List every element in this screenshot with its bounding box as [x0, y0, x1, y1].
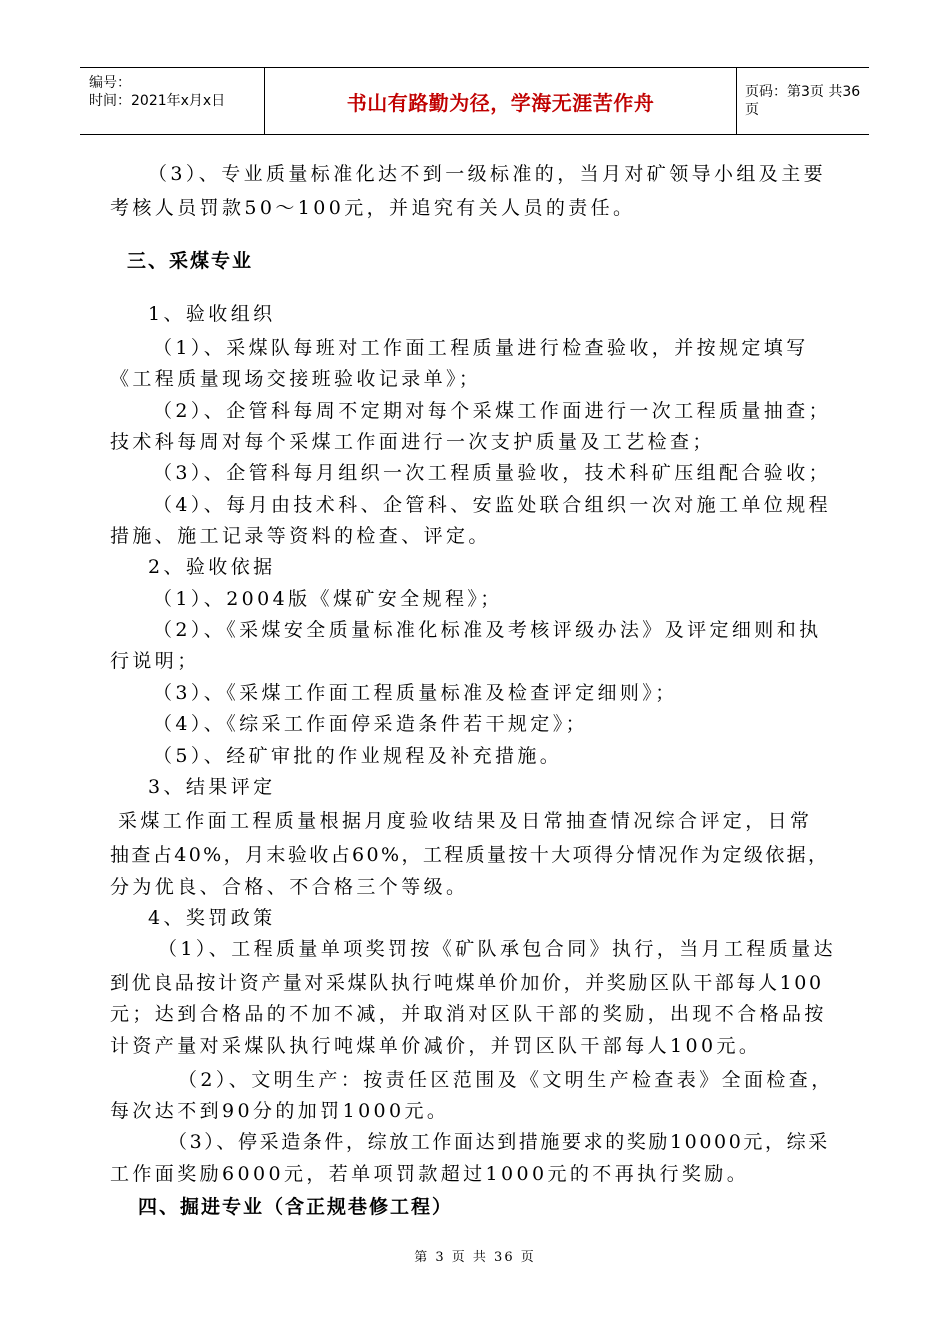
paragraph-line: 工作面奖励6000元，若单项罚款超过1000元的不再执行奖励。 [110, 1163, 750, 1185]
header-page-cell [737, 68, 869, 134]
paragraph-line: （4）、《综采工作面停采造条件若干规定》； [153, 713, 588, 735]
paragraph-line: 抽查占40%，月末验收占60%，工程质量按十大项得分情况作为定级依据， [110, 844, 830, 866]
header-table [80, 67, 869, 135]
section-heading: 三、采煤专业 [127, 250, 254, 272]
paragraph-line: 措施、施工记录等资料的检查、评定。 [110, 525, 491, 547]
paragraph-line: （2）、文明生产：按责任区范围及《文明生产检查表》全面检查， [178, 1069, 834, 1091]
paragraph-line: （3）、停采造条件，综放工作面达到措施要求的奖励10000元，综采 [168, 1131, 830, 1153]
paragraph-line: （1）、采煤队每班对工作面工程质量进行检查验收，并按规定填写 [153, 337, 809, 359]
paragraph-line: 计资产量对采煤队执行吨煤单价减价，并罚区队干部每人100元。 [110, 1035, 762, 1057]
subsection-heading: 3、结果评定 [148, 776, 276, 798]
paragraph-line: 每次达不到90分的加罚1000元。 [110, 1100, 450, 1122]
paragraph-line: （1）、2004版《煤矿安全规程》； [153, 588, 503, 610]
paragraph-line: （4）、每月由技术科、企管科、安监处联合组织一次对施工单位规程 [153, 494, 831, 516]
page-footer: 第 3 页 共 36 页 [414, 1250, 536, 1265]
paragraph-line: （5）、经矿审批的作业规程及补充措施。 [153, 745, 563, 767]
paragraph-line: 《工程质量现场交接班验收记录单》； [110, 368, 482, 390]
paragraph-line: 分为优良、合格、不合格三个等级。 [110, 876, 469, 898]
paragraph-line: （3）、《采煤工作面工程质量标准及检查评定细则》； [153, 682, 678, 704]
paragraph-line: 采煤工作面工程质量根据月度验收结果及日常抽查情况综合评定，日常 [118, 810, 813, 832]
paragraph-line: 到优良品按计资产量对采煤队执行吨煤单价加价，并奖励区队干部每人100 [110, 972, 824, 994]
subsection-heading: 2、验收依据 [148, 556, 276, 578]
paragraph-line: （2）、企管科每周不定期对每个采煤工作面进行一次工程质量抽查； [153, 400, 831, 422]
header-page-code: 页码：第3页 共36页 [745, 84, 861, 118]
header-meta-cell [80, 68, 265, 134]
subsection-heading: 1、验收组织 [148, 303, 276, 325]
paragraph-line: （3）、专业质量标准化达不到一级标准的，当月对矿领导小组及主要 [148, 163, 826, 185]
paragraph-line: （3）、企管科每月组织一次工程质量验收，技术科矿压组配合验收； [153, 462, 831, 484]
section-heading: 四、掘进专业（含正规巷修工程） [138, 1196, 454, 1218]
paragraph-line: （2）、《采煤安全质量标准化标准及考核评级办法》及评定细则和执 [153, 619, 822, 641]
paragraph-line: 行说明； [110, 650, 200, 672]
subsection-heading: 4、奖罚政策 [148, 907, 276, 929]
paragraph-line: （1）、工程质量单项奖罚按《矿队承包合同》执行，当月工程质量达 [158, 938, 836, 960]
header-motto-cell [265, 68, 737, 134]
header-motto: 书山有路勤为径，学海无涯苦作舟 [346, 90, 655, 115]
paragraph-line: 技术科每周对每个采煤工作面进行一次支护质量及工艺检查； [110, 431, 715, 453]
document-time-label: 时间：2021年x月x日 [89, 93, 226, 109]
document-number-label: 编号： [89, 75, 131, 91]
paragraph-line: 元；达到合格品的不加不减，并取消对区队干部的奖励，出现不合格品按 [110, 1003, 827, 1025]
paragraph-line: 考核人员罚款50～100元，并追究有关人员的责任。 [110, 197, 636, 219]
